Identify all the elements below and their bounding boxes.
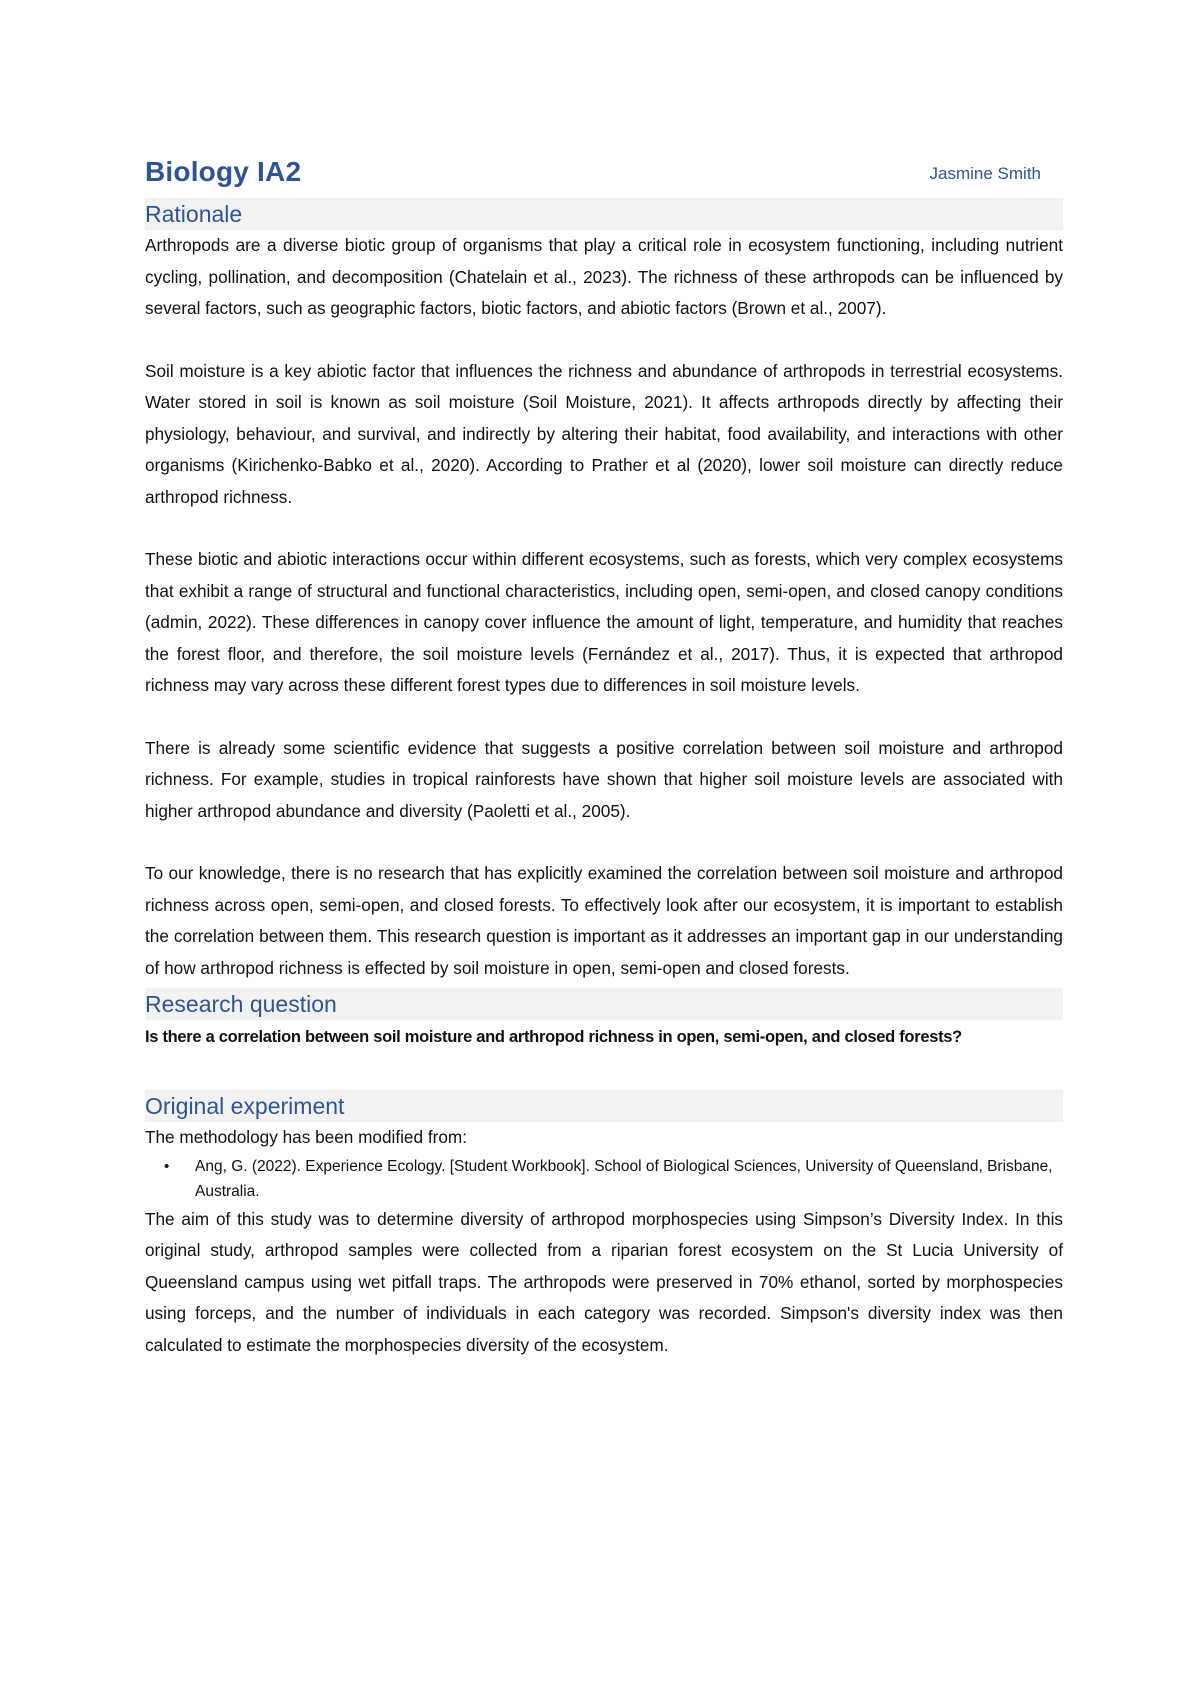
rationale-paragraph-3: These biotic and abiotic interactions occur within different ecosystems, such as forests, which very complex ecosystems that exhibit a range of structural and functional characteristics, including open, semi-open, and closed canopy conditions (admin, 2022). These differences in canopy cover influence the amount of light, temperature, and humidity that reaches the forest floor, and therefore, the soil moisture levels (Fernández et al., 2017). Thus, it is expected that arthropod richness may vary across these different forest types due to differences in soil moisture levels.	[145, 549, 1063, 695]
rationale-paragraph-5: To our knowledge, there is no research that has explicitly examined the correlation between soil moisture and arthropod richness across open, semi-open, and closed forests. To effectively look after our ecosystem, it is important to establish the correlation between them. This research question is important as it addresses an important gap in our understanding of how arthropod richness is effected by soil moisture in open, semi-open and closed forests.	[145, 863, 1063, 978]
rationale-paragraph-4: There is already some scientific evidence that suggests a positive correlation between soil moisture and arthropod richness. For example, studies in tropical rainforests have shown that higher soil moisture levels are associated with higher arthropod abundance and diversity (Paoletti et al., 2005).	[145, 737, 1063, 821]
original-experiment-heading: Original experiment	[145, 1090, 1063, 1122]
original-experiment-intro: The methodology has been modified from:	[145, 1127, 467, 1147]
document-page	[145, 148, 1063, 1361]
reference-text: Ang, G. (2022). Experience Ecology. [Student Workbook]. School of Biological Sciences, University of Queensland, Brisbane, Australia.	[195, 1157, 1053, 1200]
bullet-icon: •	[164, 1157, 170, 1175]
rationale-paragraph-1: Arthropods are a diverse biotic group of organisms that play a critical role in ecosystem functioning, including nutrient cycling, pollination, and decomposition (Chatelain et al., 2023). The richness of these arthropods can be influenced by several factors, such as geographic factors, biotic factors, and abiotic factors (Brown et al., 2007).	[145, 235, 1063, 318]
document-title: Biology IA2	[145, 156, 302, 187]
paragraph-spacer	[145, 702, 1063, 733]
reference-list	[145, 1154, 1063, 1204]
paragraph-spacer	[145, 513, 1063, 544]
rationale-heading: Rationale	[145, 198, 1063, 230]
original-experiment-body: The aim of this study was to determine diversity of arthropod morphospecies using Simpson’s Diversity Index. In this original study, arthropod samples were collected from a riparian forest ecosystem on the St Lucia University of Queensland campus using wet pitfall traps. The arthropods were preserved in 70% ethanol, sorted by morphospecies using forceps, and the number of individuals in each category was recorded. Simpson's diversity index was then calculated to estimate the morphospecies diversity of the ecosystem.	[145, 1208, 1063, 1355]
author-name: Jasmine Smith	[929, 164, 1041, 183]
list-item	[164, 1154, 1063, 1204]
research-question-text: Is there a correlation between soil moisture and arthropod richness in open, semi-open, and closed forests?	[145, 1028, 962, 1046]
paragraph-spacer	[145, 325, 1063, 356]
title-row	[145, 148, 1063, 188]
research-question-heading: Research question	[145, 988, 1063, 1020]
paragraph-spacer	[145, 827, 1063, 858]
rationale-paragraph-2: Soil moisture is a key abiotic factor that influences the richness and abundance of arthropods in terrestrial ecosystems. Water stored in soil is known as soil moisture (Soil Moisture, 2021). It affects arthropods directly by affecting their physiology, behaviour, and survival, and indirectly by altering their habitat, food availability, and interactions with other organisms (Kirichenko-Babko et al., 2020). According to Prather et al (2020), lower soil moisture can directly reduce arthropod richness.	[145, 360, 1063, 507]
